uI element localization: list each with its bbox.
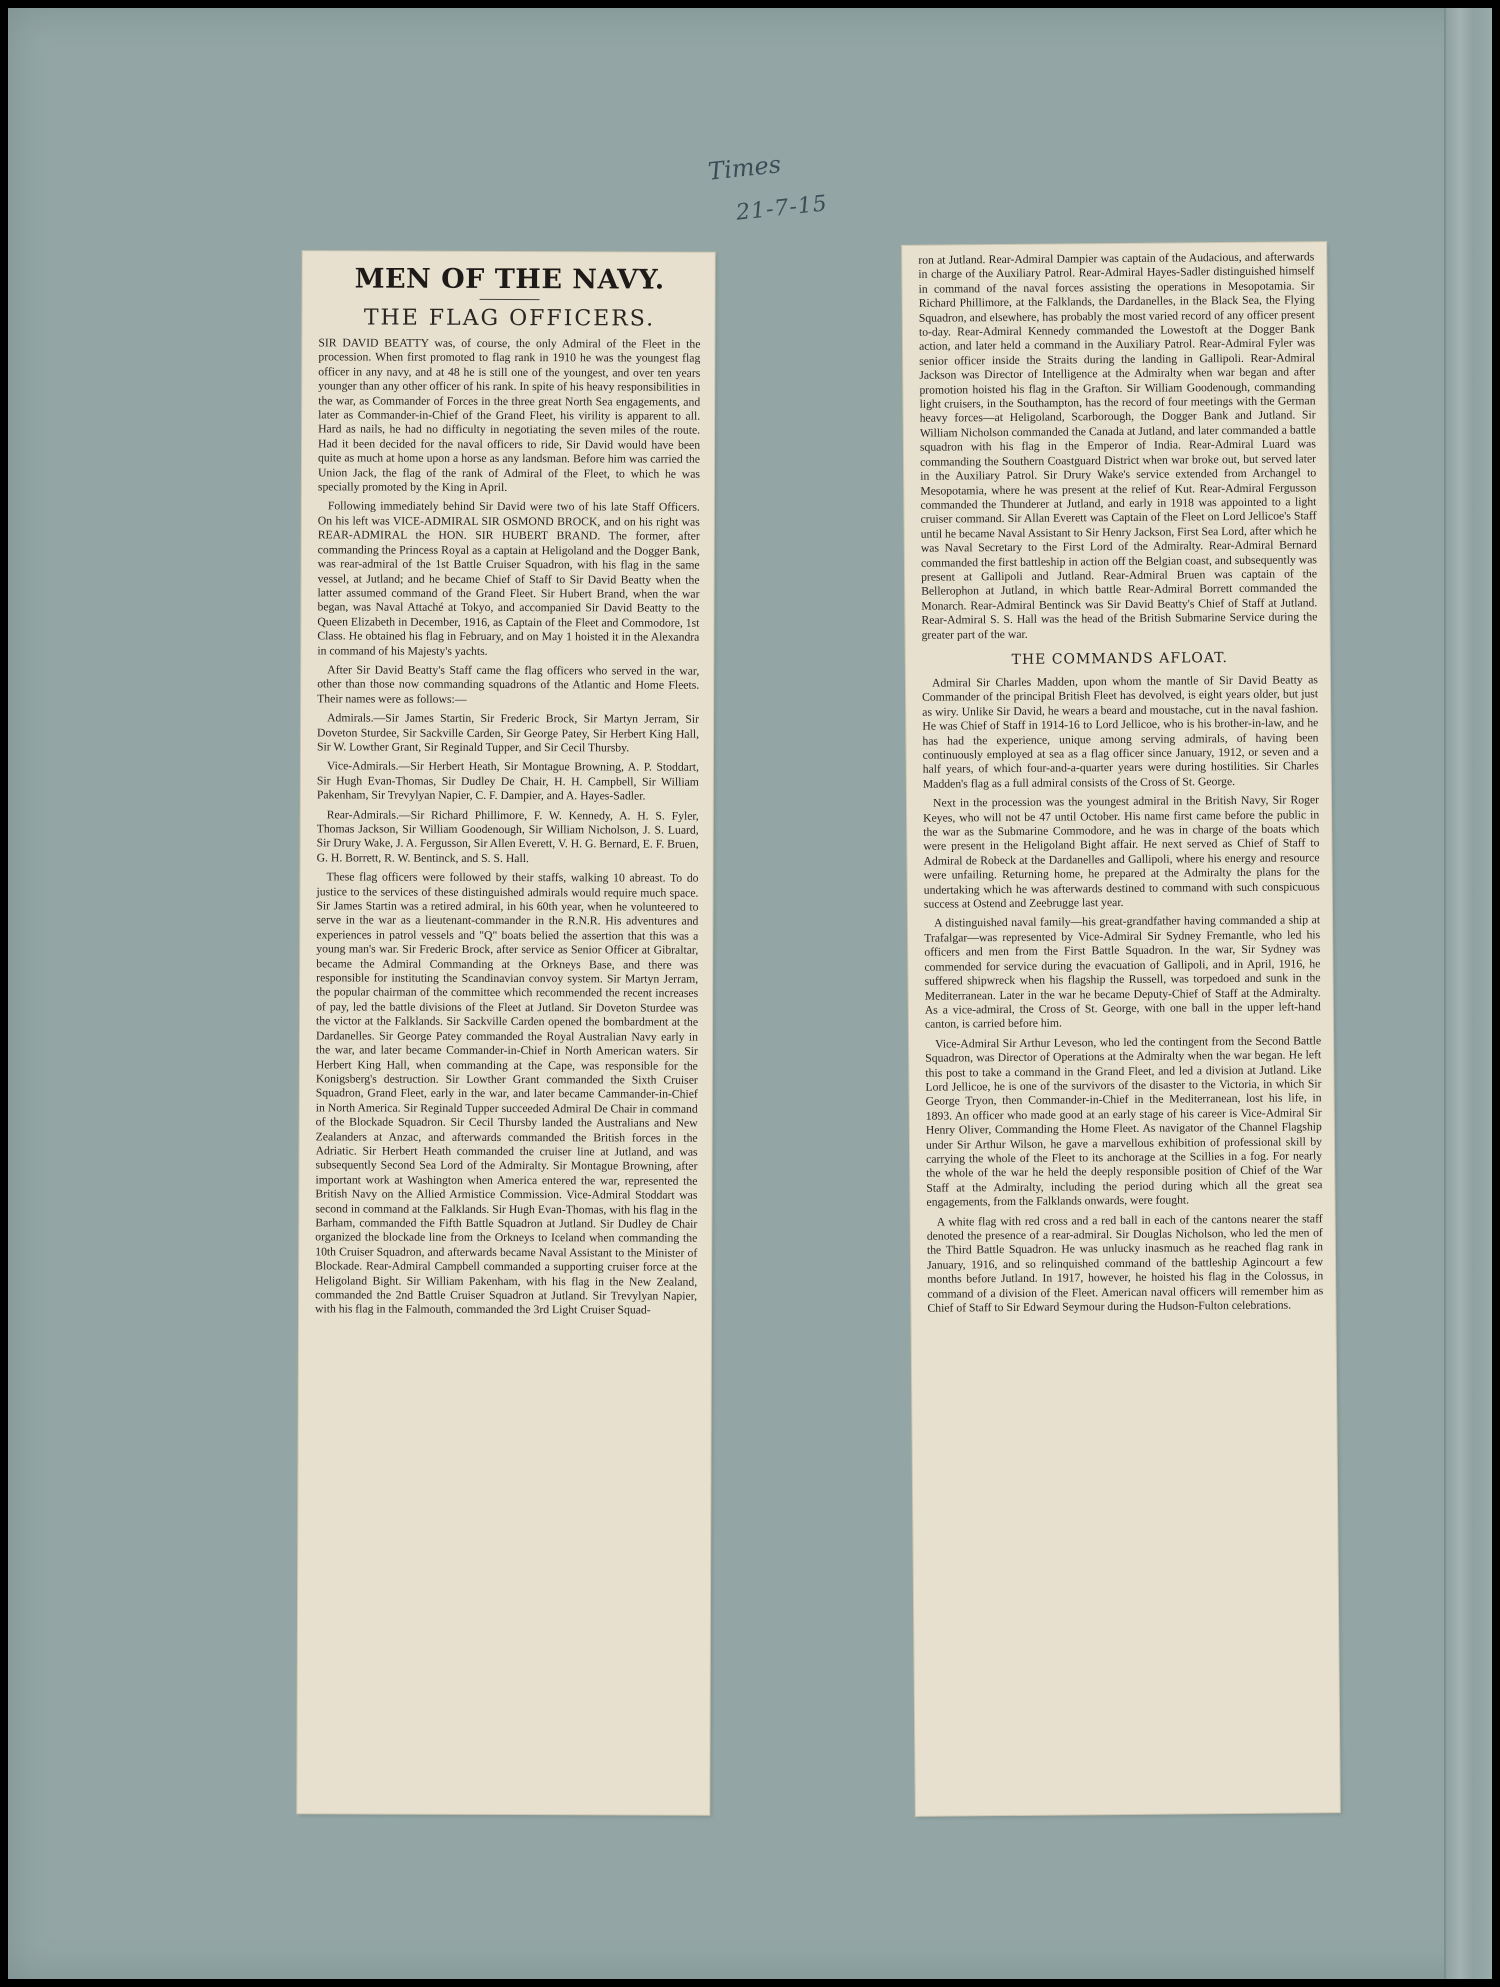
headline-rule [480,299,540,300]
paragraph: Admirals.—Sir James Startin, Sir Frederic Brock, Sir Martyn Jerram, Sir Doveton Sturdee, Sir Sackville Carden, Sir George Patey, Sir Herbert King Hall, Sir W. Lowther Grant, Sir Reginald Tupper, and Sir Cecil Thursby. [316,711,700,755]
paragraph: Rear-Admirals.—Sir Richard Phillimore, F. W. Kennedy, A. H. S. Fyler, Thomas Jackson, Sir William Goodenough, Sir William Nicholson, J. S. Luard, Sir Drury Wake, J. A. Fergusson, Sir Allen Everett, V. H. G. Bernard, E. F. Bruen, G. H. Borrett, R. W. Bentinck, and S. S. Hall. [316,807,699,865]
newspaper-clipping-right [902,242,1340,1816]
paragraph: A white flag with red cross and a red ball in each of the cantons nearer the staff denoted the presence of a rear-admiral. Sir Douglas Nicholson, who led the men of the Third Battle Squadron. He was unlucky inasmuch as he reached flag rank in January, 1916, and so relinquished command of the battleship Agincourt a few months before Jutland. In 1917, however, he hoisted his flag in the Colossus, in command of a division of the Fleet. American naval officers will remember him as Chief of Staff to Sir Edward Seymour during the Hudson-Fulton celebrations. [926,1211,1324,1315]
paragraph: Vice-Admiral Sir Arthur Leveson, who led the contingent from the Second Battle Squadron, was Director of Operations at the Admiralty when the war began. He left this post to take a command in the Grand Fleet, and led a division at Jutland. Like Lord Jellicoe, he is one of the survivors of the disaster to the Victoria, in which Sir George Tryon, then Commander-in-Chief in the Mediterranean, lost his life, in 1893. An officer who made good at an early stage of his career is Vice-Admiral Sir Henry Oliver, Commanding the Home Fleet. As navigator of the Channel Flagship under Sir Arthur Wilson, he gave a marvellous exhibition of professional skill by carrying the whole of the Fleet to its anchorage at the Scillies in a fog. For nearly the whole of the war he held the deeply responsible position of Chief of the War Staff at the Admiralty, including the period during which all the great sea engagements, from the Falklands onwards, were fought. [925,1033,1323,1209]
album-binding [1445,8,1492,1979]
newspaper-clipping-left [297,251,714,1814]
handwritten-date: 21-7-15 [734,191,829,226]
handwritten-source: Times [706,150,783,186]
paragraph: ron at Jutland. Rear-Admiral Dampier was captain of the Audacious, and afterwards in charge of the Auxiliary Patrol. Rear-Admiral Hayes-Sadler distinguished himself in command of the naval forces assisting the operations in Mesopotamia. Sir Richard Phillimore, at the Falklands, the Dardanelles, in the Black Sea, the Flying Squadron, and elsewhere, has probably the most varied record of any officer present to-day. Rear-Admiral Kennedy commanded the Lowestoft at the Dogger Bank action, and later held a command in the Auxiliary Patrol. Rear-Admiral Fyler was senior officer inside the Straits during the landing in Gallipoli. Rear-Admiral Jackson was Director of Intelligence at the Admiralty when war began and after promotion hoisted his flag in the Grafton. Sir William Goodenough, commanding light cruisers, in the Southampton, has the record of four meetings with the German heavy forces—at Heligoland, Scarborough, the Dogger Bank and Jutland. Sir William Nicholson commanded the Canada at Jutland, and later commanded a battle squadron with his flag in the Emperor of India. Rear-Admiral Luard was commanding the Southern Coastguard District when war broke out, but served later in the Auxiliary Patrol. Sir Drury Wake's service extended from Archangel to Mesopotamia, where he was present at the relief of Kut. Rear-Admiral Fergusson commanded the Thunderer at Jutland, and early in 1918 was appointed to a light cruiser command. Sir Allan Everett was Captain of the Fleet on Lord Jellicoe's Staff until he became Naval Assistant to Sir Henry Jackson, First Sea Lord, after which he was Naval Secretary to the First Lord of the Admiralty. Rear-Admiral Bernard commanded the first battleship in action off the Belgian coast, and subsequently was present at Gallipoli and Jutland. Rear-Admiral Bruen was captain of the Bellerophon at Jutland, in which battle Rear-Admiral Borrett commanded the Monarch. Rear-Admiral Bentinck was Sir David Beatty's Chief of Staff at Jutland. Rear-Admiral S. S. Hall was the head of the British Submarine Service during the greater part of the war. [918,250,1318,642]
paragraph: After Sir David Beatty's Staff came the flag officers who served in the war, other than those now commanding squadrons of the Atlantic and Home Fleets. Their names were as follows:— [317,663,700,706]
paragraph: Following immediately behind Sir David were two of his late Staff Officers. On his left was VICE-ADMIRAL SIR OSMOND BROCK, and on his right was REAR-ADMIRAL the HON. SIR HUBERT BRAND. The former, after commanding the Princess Royal as a captain at Heligoland and the Dogger Bank, was rear-admiral of the 1st Battle Cruiser Squadron, with his flag in the same vessel, at Jutland; and he became Chief of Staff to Sir David Beatty when the latter assumed command of the Grand Fleet. Sir Hubert Brand, when the war began, was Naval Attaché at Tokyo, and accompanied Sir David Beatty to the Queen Elizabeth in December, 1916, as Captain of the Fleet and Commodore, 1st Class. He obtained his flag in February, and on May 1 hoisted it in the Alexandra in command of his Majesty's yachts. [317,499,700,658]
article-headline: MEN OF THE NAVY. [354,263,665,296]
album-page [8,8,1492,1979]
paragraph: SIR DAVID BEATTY was, of course, the only Admiral of the Fleet in the procession. When first promoted to flag rank in 1910 he was the youngest flag officer in any navy, and at 48 he is still one of the youngest, and over ten years younger than any other officer of his rank. In spite of his heavy responsibilities in the war, as Commander of Forces in the three great North Sea engagements, and later as Commander-in-Chief of the Grand Fleet, his virility is apparent to all. Hard as nails, he had no difficulty in negotiating the seven miles of the route. Had it been decided for the naval officers to ride, Sir David would have been quite as much at home upon a horse as any landsman. Before him was carried the Union Jack, the flag of the rank of Admiral of the Fleet, to which he was specially promoted by the King in April. [317,336,701,495]
paragraph: Admiral Sir Charles Madden, upon whom the mantle of Sir David Beatty as Commander of the principal British Fleet has devolved, is eight years older, but just as wiry. Unlike Sir David, he wears a beard and moustache, cut in the naval fashion. He was Chief of Staff in 1914-16 to Lord Jellicoe, who is his brother-in-law, and he has had the experience, unique among serving admirals, of having been continuously employed at sea as a flag officer since January, 1912, or seven and a half years, of which four-and-a-quarter years were during hostilities. Sir Charles Madden's flag as a full admiral consists of the Cross of St. George. [922,673,1319,791]
paragraph: A distinguished naval family—his great-grandfather having commanded a ship at Trafalgar—was represented by Vice-Admiral Sir Sydney Fremantle, who led his officers and men from the First Battle Squadron. In the war, Sir Sydney was commended for service during the evacuation of Gallipoli, and in April, 1916, he suffered shipwreck when his flagship the Russell, was torpedoed and sunk in the Mediterranean. Later in the war he became Deputy-Chief of Staff at the Admiralty. As a vice-admiral, the Cross of St. George, with one ball in the upper left-hand canton, is carried before him. [924,913,1321,1032]
paragraph: Vice-Admirals.—Sir Herbert Heath, Sir Montague Browning, A. P. Stoddart, Sir Hugh Evan-Thomas, Sir Dudley De Chair, H. H. Campbell, Sir William Pakenham, Sir Trevylyan Napier, C. F. Dampier, and A. Hayes-Sadler. [316,759,699,803]
section-subhead: THE COMMANDS AFLOAT. [1011,650,1229,668]
paragraph: These flag officers were followed by their staffs, walking 10 abreast. To do justice to the services of these distinguished admirals would require much space. Sir James Startin was a retired admiral, in his 60th year, when he volunteered to serve in the war as a lieutenant-commander in the R.N.R. His adventures and experiences in patrol vessels and "Q" boats belied the assertion that this was a young man's war. Sir Frederic Brock, after service as Senior Officer at Gibraltar, became the Admiral Commanding at the Orkneys Base, and there was responsible for instituting the Scandinavian convoy system. Sir Martyn Jerram, the popular chairman of the committee which recommended the recent increases of pay, led the battle divisions of the Fleet at Jutland. Sir Doveton Sturdee was the victor at the Falklands. Sir Sackville Carden opened the bombardment at the Dardanelles. Sir George Patey commanded the Royal Australian Navy early in the war, and later became Commander-in-Chief in North American waters. Sir Herbert King Hall, when commanding at the Cape, was responsible for the Konigsberg's destruction. Sir Lowther Grant commanded the Sixth Cruiser Squadron, Grand Fleet, early in the war, and later became Cammander-in-Chief in North America. Sir Reginald Tupper succeeded Admiral De Chair in command of the Blockade Squadron. Sir Cecil Thursby landed the Australians and New Zealanders at Anzac, and afterwards commanded the British forces in the Adriatic. Sir Herbert Heath commanded the cruiser line at Jutland, and was subsequently Second Sea Lord of the Admiralty. Sir Montague Browning, after important work at Washington when America entered the war, represented the British Navy on the Allied Armistice Commission. Vice-Admiral Stoddart was second in command at the Falklands. Sir Hugh Evan-Thomas, with his flag in the Barham, commanded the Fifth Battle Squadron at Jutland. Sir Dudley de Chair organized the blockade line from the Orkneys to Iceland when commanding the 10th Cruiser Squadron, and afterwards became Naval Assistant to the Minister of Blockade. Rear-Admiral Campbell commanded a supporting cruiser force at the Heligoland Bight. Sir William Pakenham, with his flag in the New Zealand, commanded the 2nd Battle Cruiser Squadron at Jutland. Sir Trevylyan Napier, with his flag in the Falmouth, commanded the 3rd Light Cruiser Squad- [315,870,699,1317]
article-subhead: THE FLAG OFFICERS. [363,305,656,332]
paragraph: Next in the procession was the youngest admiral in the British Navy, Sir Roger Keyes, who will not be 47 until October. His name first came before the public in the war as the Submarine Commodore, and he was in charge of the boats which were present in the Heligoland Bight affair. He next served as Chief of Staff to Admiral de Robeck at the Dardanelles and Gallipoli, where his energy and resource were unfailing. Returning home, he prepared at the Admiralty the plans for the undertaking which he was afterwards destined to command with such conspicuous success at Ostend and Zeebrugge last year. [923,793,1320,911]
